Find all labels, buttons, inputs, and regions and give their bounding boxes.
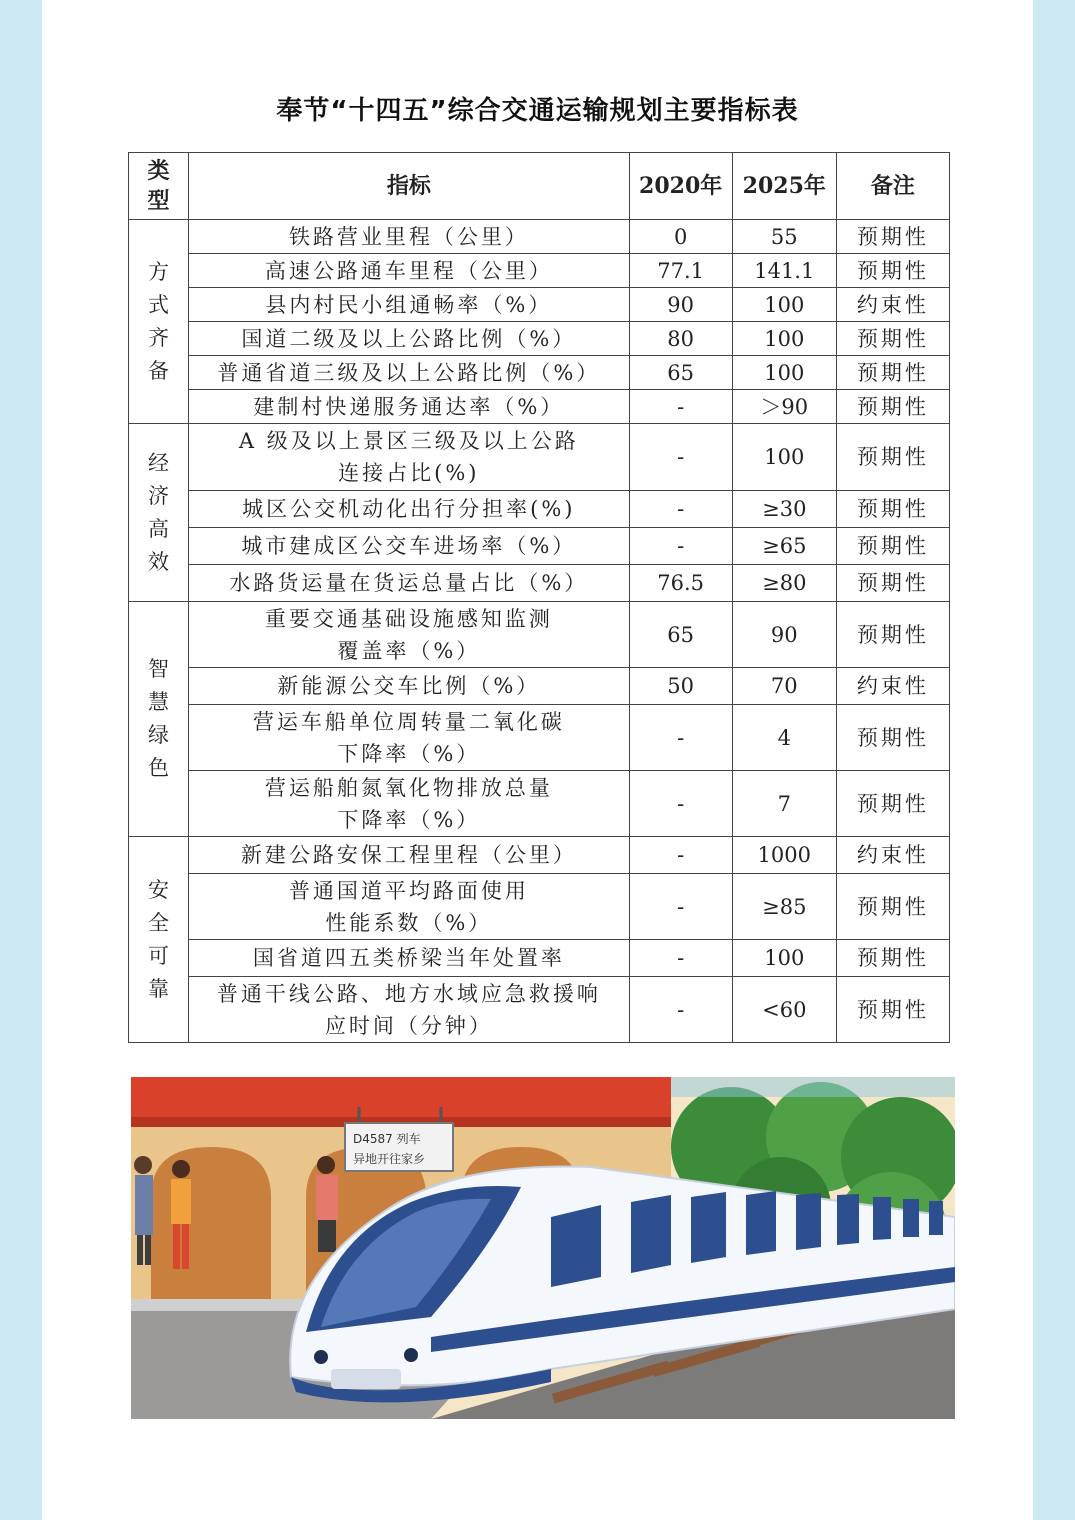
group-type-cell: 方式齐备 (129, 220, 189, 424)
value-2020: - (629, 977, 732, 1043)
indicator-cell: 国道二级及以上公路比例（%） (189, 322, 630, 356)
indicator-line: 普通国道平均路面使用 (288, 878, 529, 903)
indicator-cell (189, 874, 630, 940)
table-row (129, 565, 950, 602)
header-2020: 2020年 (629, 153, 732, 220)
indicator-cell: 城市建成区公交车进场率（%） (189, 528, 630, 565)
indicator-line: 应时间（分钟） (324, 1013, 493, 1038)
table-row (129, 602, 950, 668)
table-row (129, 705, 950, 771)
table-header-row (129, 153, 950, 220)
value-2020: 76.5 (629, 565, 732, 602)
table-row (129, 288, 950, 322)
value-2025: ≥80 (732, 565, 836, 602)
note-cell: 预期性 (836, 602, 949, 668)
table-row (129, 771, 950, 837)
value-2025: ＞90 (732, 390, 836, 424)
train-sign-line2: 异地开往家乡 (353, 1152, 426, 1166)
header-type: 类型 (129, 153, 189, 220)
value-2020: 77.1 (629, 254, 732, 288)
header-note: 备注 (836, 153, 949, 220)
note-cell: 预期性 (836, 940, 949, 977)
train-grille (331, 1369, 401, 1389)
value-2020: 50 (629, 668, 732, 705)
note-cell: 约束性 (836, 668, 949, 705)
indicator-line: 普通干线公路、地方水域应急救援响 (216, 981, 601, 1006)
group-type-cell: 经济高效 (129, 424, 189, 602)
group-type-cell: 安全可靠 (129, 837, 189, 1043)
table-row (129, 254, 950, 288)
train-sign-line1: D4587 列车 (353, 1132, 421, 1146)
note-cell: 预期性 (836, 491, 949, 528)
table-row (129, 874, 950, 940)
table-row (129, 837, 950, 874)
indicator-cell (189, 602, 630, 668)
group-type-cell: 智慧绿色 (129, 602, 189, 837)
value-2020: - (629, 940, 732, 977)
value-2020: 80 (629, 322, 732, 356)
note-cell: 约束性 (836, 288, 949, 322)
header-indicator: 指标 (189, 153, 630, 220)
value-2020: - (629, 771, 732, 837)
value-2025: <60 (732, 977, 836, 1043)
note-cell: 预期性 (836, 565, 949, 602)
note-cell: 预期性 (836, 254, 949, 288)
value-2020: 65 (629, 356, 732, 390)
note-cell: 预期性 (836, 424, 949, 491)
value-2025: 1000 (732, 837, 836, 874)
indicator-table (128, 152, 950, 1043)
indicator-line: 重要交通基础设施感知监测 (264, 606, 553, 631)
table-row (129, 390, 950, 424)
indicator-line: 性能系数（%） (325, 910, 493, 935)
value-2020: - (629, 837, 732, 874)
indicator-cell: 国省道四五类桥梁当年处置率 (189, 940, 630, 977)
value-2020: 0 (629, 220, 732, 254)
note-cell: 预期性 (836, 528, 949, 565)
header-2025: 2025年 (732, 153, 836, 220)
right-decor-strip (1033, 0, 1075, 1520)
note-cell: 预期性 (836, 220, 949, 254)
value-2025: 70 (732, 668, 836, 705)
table-row (129, 424, 950, 491)
value-2025: 90 (732, 602, 836, 668)
value-2025: 7 (732, 771, 836, 837)
indicator-cell (189, 771, 630, 837)
indicator-cell: 建制村快递服务通达率（%） (189, 390, 630, 424)
headlight (314, 1350, 328, 1364)
indicator-cell: 普通省道三级及以上公路比例（%） (189, 356, 630, 390)
value-2020: 65 (629, 602, 732, 668)
sky-strip (671, 1077, 955, 1097)
note-cell: 预期性 (836, 356, 949, 390)
value-2025: 100 (732, 356, 836, 390)
train-station-illustration (131, 1077, 955, 1419)
table-row (129, 940, 950, 977)
table-row (129, 668, 950, 705)
indicator-cell: 新能源公交车比例（%） (189, 668, 630, 705)
left-decor-strip (0, 0, 42, 1520)
value-2020: - (629, 491, 732, 528)
indicator-cell (189, 977, 630, 1043)
value-2025: 55 (732, 220, 836, 254)
table-row (129, 977, 950, 1043)
indicator-line: 营运船舶氮氧化物排放总量 (264, 775, 553, 800)
table-row (129, 491, 950, 528)
value-2025: 100 (732, 288, 836, 322)
value-2025: ≥85 (732, 874, 836, 940)
note-cell: 约束性 (836, 837, 949, 874)
indicator-cell: 城区公交机动化出行分担率(%) (189, 491, 630, 528)
table-row (129, 220, 950, 254)
value-2025: 100 (732, 940, 836, 977)
table-row (129, 322, 950, 356)
value-2025: ≥30 (732, 491, 836, 528)
note-cell: 预期性 (836, 874, 949, 940)
indicator-cell (189, 424, 630, 491)
value-2025: ≥65 (732, 528, 836, 565)
value-2020: 90 (629, 288, 732, 322)
indicator-cell: 新建公路安保工程里程（公里） (189, 837, 630, 874)
table-row (129, 528, 950, 565)
indicator-line: A 级及以上景区三级及以上公路 (238, 429, 579, 453)
indicator-cell: 县内村民小组通畅率（%） (189, 288, 630, 322)
value-2020: - (629, 528, 732, 565)
table-row (129, 356, 950, 390)
indicator-cell: 铁路营业里程（公里） (189, 220, 630, 254)
value-2020: - (629, 874, 732, 940)
indicator-cell: 高速公路通车里程（公里） (189, 254, 630, 288)
note-cell: 预期性 (836, 390, 949, 424)
indicator-line: 下降率（%） (337, 741, 481, 766)
value-2025: 100 (732, 322, 836, 356)
value-2020: - (629, 705, 732, 771)
value-2025: 100 (732, 424, 836, 491)
value-2025: 4 (732, 705, 836, 771)
note-cell: 预期性 (836, 705, 949, 771)
indicator-cell (189, 705, 630, 771)
indicator-line: 连接占比(%) (338, 461, 480, 485)
value-2020: - (629, 390, 732, 424)
value-2025: 141.1 (732, 254, 836, 288)
note-cell: 预期性 (836, 977, 949, 1043)
note-cell: 预期性 (836, 771, 949, 837)
indicator-line: 营运车船单位周转量二氧化碳 (252, 709, 565, 734)
indicator-line: 下降率（%） (337, 807, 481, 832)
headlight (404, 1348, 418, 1362)
value-2020: - (629, 424, 732, 491)
note-cell: 预期性 (836, 322, 949, 356)
page-title: 奉节“十四五”综合交通运输规划主要指标表 (276, 96, 799, 126)
indicator-cell: 水路货运量在货运总量占比（%） (189, 565, 630, 602)
indicator-line: 覆盖率（%） (337, 638, 481, 663)
